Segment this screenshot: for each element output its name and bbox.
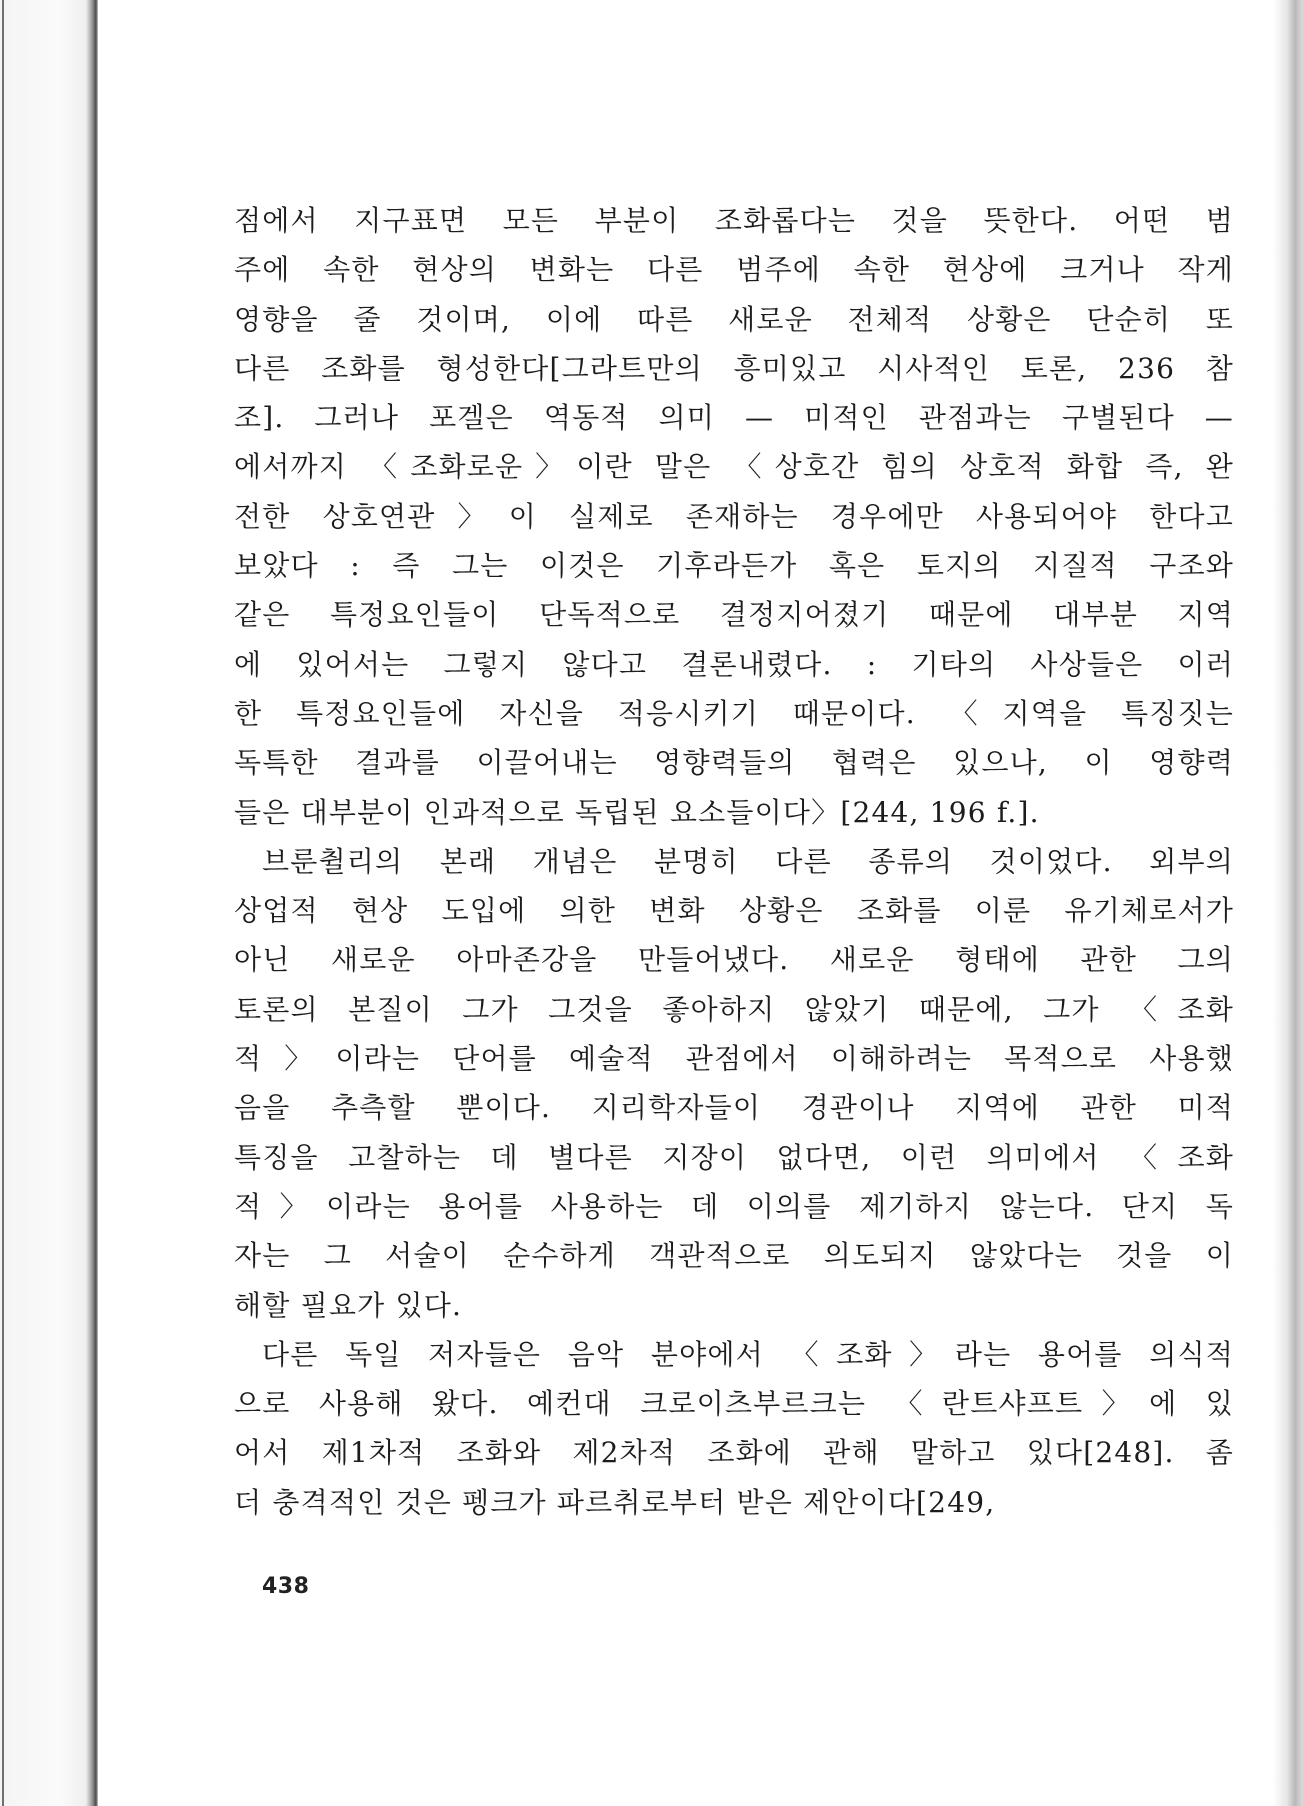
text-line: 상업적 현상 도입에 의한 변화 상황은 조화를 이룬 유기체로서가 [234,894,1234,928]
text-line: 으로 사용해 왔다. 예컨대 크로이츠부르크는 〈란트샤프트〉에 있 [234,1387,1234,1421]
text-line: 점에서 지구표면 모든 부분이 조화롭다는 것을 뜻한다. 어떤 범 [234,204,1234,237]
text-line: 한 특정요인들에 자신을 적응시키기 때문이다. 〈지역을 특징짓는 [234,696,1234,730]
text-line: 특징을 고찰하는 데 별다른 지장이 없다면, 이런 의미에서 〈조화 [234,1140,1234,1174]
text-line: 자는 그 서술이 순수하게 객관적으로 의도되지 않았다는 것을 이 [234,1239,1234,1273]
text-line: 적〉이라는 용어를 사용하는 데 이의를 제기하지 않는다. 단지 독 [234,1189,1234,1223]
text-line: 적〉이라는 단어를 예술적 관점에서 이해하려는 목적으로 사용했 [234,1042,1234,1076]
text-line: 브룬췰리의 본래 개념은 분명히 다른 종류의 것이었다. 외부의 [262,844,1234,878]
text-line: 같은 특정요인들이 단독적으로 결정지어졌기 때문에 대부분 지역 [234,598,1234,632]
text-line: 다른 독일 저자들은 음악 분야에서 〈조화〉라는 용어를 의식적 [262,1337,1234,1371]
scan-right-margin [1273,0,1303,1806]
text-line: 다른 조화를 형성한다[그라트만의 흥미있고 시사적인 토론, 236 참 [234,351,1234,385]
text-line: 주에 속한 현상의 변화는 다른 범주에 속한 현상에 크거나 작게 [234,253,1234,287]
paragraph [234,196,1234,837]
text-line: 토론의 본질이 그가 그것을 좋아하지 않았기 때문에, 그가 〈조화 [234,992,1234,1026]
text-line: 아닌 새로운 아마존강을 만들어냈다. 새로운 형태에 관한 그의 [234,943,1234,977]
text-line: 보았다 : 즉 그는 이것은 기후라든가 혹은 토지의 지질적 구조와 [234,549,1234,583]
paragraph [234,1330,1234,1527]
text-line: 해할 필요가 있다. [234,1288,463,1322]
text-line: 에서까지 〈조화로운〉이란 말은 〈상호간 힘의 상호적 화합 즉, 완 [234,450,1234,484]
text-line: 들은 대부분이 인과적으로 독립된 요소들이다〉[244, 196 f.]. [234,795,1040,829]
scan-left-margin [0,0,98,1806]
text-line: 전한 상호연관〉이 실제로 존재하는 경우에만 사용되어야 한다고 [234,499,1234,533]
scan-left-border-line [2,0,4,1806]
page-number: 438 [262,1574,310,1599]
paragraph [234,837,1234,1330]
book-page [98,0,1273,1806]
text-line: 에 있어서는 그렇지 않다고 결론내렸다. : 기타의 사상들은 이러 [234,647,1234,681]
text-line: 독특한 결과를 이끌어내는 영향력들의 협력은 있으나, 이 영향력 [234,746,1234,780]
text-line: 영향을 줄 것이며, 이에 따른 새로운 전체적 상황은 단순히 또 [234,302,1234,336]
body-text [234,196,1234,1527]
text-line: 음을 추측할 뿐이다. 지리학자들이 경관이나 지역에 관한 미적 [234,1091,1234,1125]
text-line: 어서 제1차적 조화와 제2차적 조화에 관해 말하고 있다[248]. 좀 [234,1436,1234,1470]
text-line: 더 충격적인 것은 펭크가 파르취로부터 받은 제안이다[249, [234,1485,996,1519]
text-line: 조]. 그러나 포겔은 역동적 의미 — 미적인 관점과는 구별된다 — [234,401,1234,435]
